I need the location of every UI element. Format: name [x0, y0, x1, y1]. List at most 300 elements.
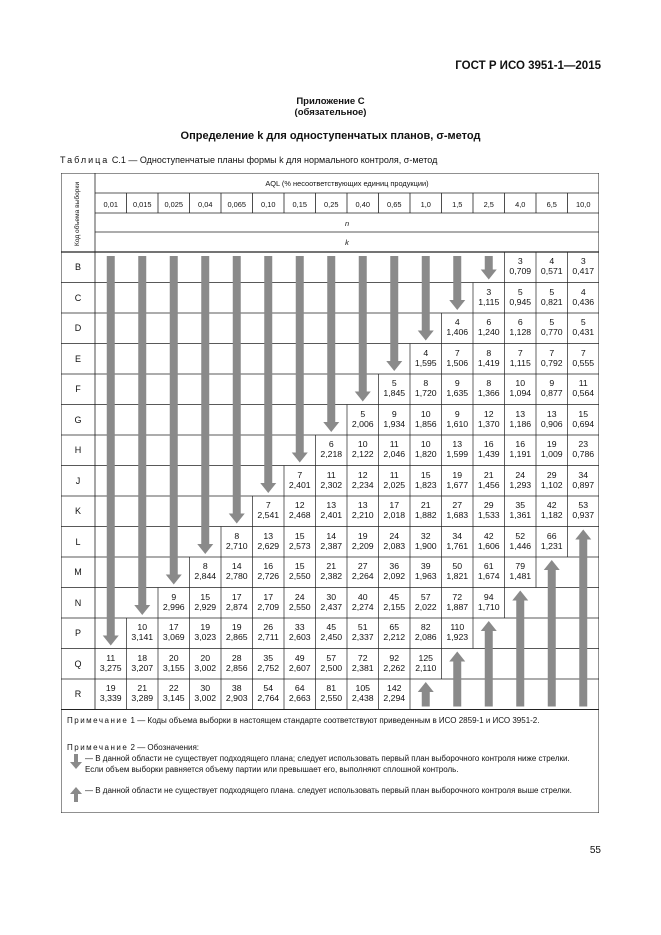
sample-size-n: 13 — [546, 408, 557, 419]
plan-cell — [568, 500, 600, 520]
plan-cell — [379, 500, 411, 520]
sample-size-n: 19 — [357, 530, 368, 541]
plan-cell — [316, 653, 348, 673]
plan-cell — [410, 348, 442, 368]
plan-cell — [505, 500, 537, 520]
sample-size-n: 57 — [326, 652, 337, 663]
acceptability-k: 0,694 — [572, 418, 595, 429]
acceptability-k: 2,006 — [351, 418, 374, 429]
plan-cell — [347, 592, 379, 612]
acceptability-k: 1,761 — [446, 540, 469, 551]
sample-size-n: 9 — [171, 591, 177, 602]
sample-size-n: 17 — [168, 622, 179, 632]
plan-cell — [568, 378, 600, 398]
sample-size-n: 11 — [389, 439, 399, 449]
acceptability-k: 2,018 — [383, 510, 406, 520]
aql-value: 0,04 — [198, 200, 213, 209]
sample-size-n: 6 — [486, 317, 492, 327]
acceptability-k: 3,289 — [131, 693, 154, 703]
n-label: n — [344, 219, 350, 228]
acceptability-k: 2,210 — [351, 510, 374, 520]
sample-size-n: 27 — [452, 500, 463, 510]
aql-value: 0,015 — [133, 200, 152, 209]
plan-cell — [473, 531, 505, 551]
plan-cell — [158, 622, 190, 642]
sample-size-n: 66 — [546, 530, 557, 541]
plan-cell — [316, 470, 348, 490]
row-code: N — [74, 597, 82, 608]
sample-size-n: 13 — [263, 530, 274, 541]
plan-cell — [379, 470, 411, 490]
plan-cell — [473, 317, 505, 337]
plan-cell — [410, 531, 442, 551]
sample-size-n: 6 — [328, 439, 334, 449]
acceptability-k: 2,711 — [257, 632, 279, 642]
plan-cell — [410, 561, 442, 581]
acceptability-k: 1,610 — [446, 418, 469, 429]
sample-size-n: 3 — [486, 286, 492, 297]
acceptability-k: 2,209 — [351, 540, 374, 551]
sample-size-n: 50 — [452, 561, 463, 571]
plan-cell — [536, 470, 568, 490]
sample-size-n: 10 — [515, 378, 526, 388]
plan-cell — [316, 439, 348, 459]
down-arrow-mark — [166, 256, 182, 585]
acceptability-k: 1,456 — [477, 479, 500, 490]
sample-size-n: 49 — [294, 652, 305, 663]
plan-cell — [505, 470, 537, 490]
plan-cell — [127, 653, 159, 673]
plan-cell — [221, 592, 253, 612]
plan-cell — [473, 500, 505, 520]
plan-cell — [221, 683, 253, 703]
plan-cell — [158, 592, 190, 612]
plan-cell — [316, 500, 348, 520]
sample-size-n: 7 — [454, 347, 460, 358]
sample-size-n: 35 — [263, 652, 274, 663]
acceptability-k: 2,382 — [320, 571, 343, 581]
acceptability-k: 1,599 — [446, 449, 469, 459]
plan-cell — [347, 500, 379, 520]
plan-cell — [316, 683, 348, 703]
sample-size-n: 16 — [263, 561, 274, 571]
note-1: Примечание 1 — Коды объема выборки в настоящем стандарте соответствуют приведенным в ИСО 2859-1 и ИСО 3951-2. — [67, 716, 540, 725]
sample-size-n: 10 — [420, 408, 431, 419]
aql-value: 0,40 — [355, 200, 370, 209]
row-code: H — [74, 445, 82, 455]
acceptability-k: 0,709 — [509, 266, 532, 276]
acceptability-k: 0,555 — [572, 357, 595, 368]
row-code: C — [74, 292, 82, 303]
acceptability-k: 2,856 — [225, 662, 248, 673]
row-code: M — [74, 567, 82, 577]
appendix-status: (обязательное) — [294, 107, 367, 118]
aql-value: 4,0 — [515, 200, 526, 209]
plan-cell — [568, 348, 600, 368]
sample-size-n: 21 — [420, 500, 431, 510]
plan-cell — [221, 653, 253, 673]
sample-size-n: 4 — [580, 286, 586, 297]
acceptability-k: 1,094 — [509, 388, 532, 398]
plan-cell — [347, 531, 379, 551]
acceptability-k: 2,046 — [383, 449, 406, 459]
acceptability-k: 0,877 — [540, 388, 563, 398]
plan-cell — [284, 531, 316, 551]
acceptability-k: 2,274 — [351, 601, 374, 612]
sample-size-n: 3 — [517, 256, 523, 266]
acceptability-k: 1,366 — [477, 388, 500, 398]
acceptability-k: 1,823 — [414, 479, 437, 490]
acceptability-k: 2,110 — [415, 662, 437, 673]
down-arrow-mark — [197, 256, 213, 554]
sample-size-n: 24 — [294, 591, 305, 602]
acceptability-k: 0,897 — [572, 479, 595, 490]
plan-cell — [568, 439, 600, 459]
aql-value: 1,5 — [452, 200, 463, 209]
acceptability-k: 3,145 — [162, 693, 185, 703]
sample-size-n: 64 — [294, 683, 305, 693]
plan-cell — [505, 409, 537, 429]
sample-size-n: 26 — [263, 622, 274, 632]
plan-cell — [316, 561, 348, 581]
plan-cell — [190, 683, 222, 703]
acceptability-k: 2,302 — [320, 479, 343, 490]
acceptability-k: 1,115 — [478, 296, 500, 307]
plan-cell — [221, 561, 253, 581]
acceptability-k: 2,122 — [351, 449, 374, 459]
sample-size-n: 13 — [515, 408, 526, 419]
sample-size-n: 82 — [420, 622, 431, 632]
acceptability-k: 0,906 — [540, 418, 563, 429]
sample-size-n: 3 — [580, 256, 586, 266]
plan-cell — [568, 317, 600, 337]
plan-cell — [473, 287, 505, 307]
sample-size-n: 20 — [200, 652, 211, 663]
up-arrow-mark — [418, 682, 434, 707]
acceptability-k: 0,571 — [540, 266, 563, 276]
plan-cell — [253, 531, 285, 551]
plan-cell — [473, 348, 505, 368]
sample-size-n: 4 — [423, 347, 429, 358]
acceptability-k: 1,240 — [477, 327, 500, 337]
acceptability-k: 1,845 — [383, 388, 406, 398]
sample-size-n: 16 — [515, 439, 526, 449]
sample-size-n: 4 — [454, 317, 460, 327]
sample-size-n: 19 — [231, 622, 242, 632]
sample-size-n: 7 — [580, 347, 586, 358]
plan-cell — [158, 653, 190, 673]
sample-size-n: 79 — [515, 561, 526, 571]
plan-cell — [284, 683, 316, 703]
arrow-up-icon — [69, 787, 83, 803]
plan-cell — [410, 500, 442, 520]
sample-size-n: 21 — [483, 469, 494, 480]
acceptability-k: 2,996 — [162, 601, 185, 612]
sample-size-n: 9 — [454, 408, 460, 419]
acceptability-k: 1,963 — [414, 571, 437, 581]
legend-up-text: — В данной области не существует подходящего плана. следует использовать первый план выборочного контроля выше стрелки. — [85, 786, 572, 795]
plan-cell — [316, 592, 348, 612]
plan-cell — [347, 683, 379, 703]
plan-cell — [536, 317, 568, 337]
sample-size-n: 10 — [137, 622, 148, 632]
sample-size-n: 32 — [420, 530, 431, 541]
acceptability-k: 2,468 — [288, 510, 311, 520]
acceptability-k: 1,710 — [477, 601, 500, 612]
acceptability-k: 1,361 — [509, 510, 532, 520]
sample-size-n: 81 — [326, 683, 337, 693]
row-code: D — [74, 323, 82, 333]
acceptability-k: 2,025 — [383, 479, 406, 490]
acceptability-k: 1,923 — [446, 632, 469, 642]
acceptability-k: 3,141 — [131, 632, 154, 642]
sample-size-n: 51 — [357, 622, 368, 632]
appendix-title: Приложение С — [296, 96, 365, 107]
sample-size-n: 19 — [200, 622, 211, 632]
plan-cell — [505, 317, 537, 337]
plan-cell — [505, 531, 537, 551]
down-arrow-mark — [134, 256, 150, 615]
acceptability-k: 2,764 — [257, 693, 280, 703]
acceptability-k: 2,903 — [225, 693, 248, 703]
sample-size-n: 19 — [105, 683, 116, 693]
acceptability-k: 1,446 — [509, 540, 532, 551]
caption-label: Таблица — [60, 155, 110, 165]
plan-cell — [536, 409, 568, 429]
acceptability-k: 2,844 — [194, 571, 217, 581]
plan-cell — [473, 378, 505, 398]
down-arrow-mark — [355, 256, 371, 402]
plan-cell — [379, 561, 411, 581]
acceptability-k: 1,293 — [509, 479, 532, 490]
plan-cell — [284, 561, 316, 581]
plan-cell — [410, 622, 442, 642]
plan-cell — [284, 653, 316, 673]
sample-size-n: 10 — [357, 439, 368, 449]
sample-size-n: 8 — [234, 530, 240, 541]
acceptability-k: 0,417 — [572, 266, 595, 276]
plan-cell — [127, 622, 159, 642]
sample-size-n: 12 — [294, 500, 305, 510]
plan-cell — [221, 622, 253, 642]
acceptability-k: 1,887 — [446, 601, 469, 612]
acceptability-k: 0,564 — [572, 388, 595, 398]
plan-cell — [379, 592, 411, 612]
sample-size-n: 5 — [391, 378, 397, 388]
plan-cell — [253, 683, 285, 703]
acceptability-k: 3,339 — [99, 693, 122, 703]
sample-size-n: 23 — [578, 439, 589, 449]
sample-size-n: 14 — [231, 561, 242, 571]
note-2: Примечание 2 — Обозначения: — [67, 743, 200, 752]
plan-cell — [473, 409, 505, 429]
acceptability-k: 3,002 — [194, 662, 217, 673]
acceptability-k: 1,186 — [509, 418, 532, 429]
down-arrow-mark — [229, 256, 245, 524]
down-arrow-mark — [103, 256, 119, 646]
acceptability-k: 2,381 — [351, 662, 374, 673]
acceptability-k: 2,294 — [383, 693, 406, 703]
acceptability-k: 2,752 — [257, 662, 280, 673]
sample-size-n: 17 — [231, 591, 242, 602]
aql-value: 0,15 — [292, 200, 307, 209]
plan-cell — [568, 256, 600, 276]
plan-cell — [253, 500, 285, 520]
sample-size-n: 39 — [420, 561, 431, 571]
acceptability-k: 2,438 — [351, 693, 374, 703]
sample-size-n: 24 — [389, 530, 400, 541]
acceptability-k: 3,023 — [194, 632, 217, 642]
sample-size-n: 18 — [137, 652, 148, 663]
plan-cell — [379, 653, 411, 673]
plan-cell — [284, 500, 316, 520]
plan-cell — [410, 653, 442, 673]
acceptability-k: 0,786 — [572, 449, 595, 459]
acceptability-k: 2,874 — [225, 601, 248, 612]
plan-cell — [442, 561, 474, 581]
plan-cell — [190, 653, 222, 673]
acceptability-k: 2,337 — [351, 632, 374, 642]
sample-size-n: 54 — [263, 683, 274, 693]
row-code: Q — [74, 658, 82, 669]
sample-size-n: 29 — [546, 469, 557, 480]
sample-size-n: 42 — [546, 500, 557, 510]
plan-cell — [505, 287, 537, 307]
sample-size-n: 14 — [326, 530, 337, 541]
acceptability-k: 1,606 — [477, 540, 500, 551]
acceptability-k: 1,009 — [540, 449, 563, 459]
sample-size-n: 5 — [549, 286, 555, 297]
plan-cell — [379, 622, 411, 642]
acceptability-k: 2,550 — [288, 571, 311, 581]
acceptability-k: 1,821 — [446, 571, 469, 581]
plan-cell — [536, 256, 568, 276]
row-code: J — [75, 475, 81, 486]
sample-size-n: 13 — [452, 439, 463, 449]
sample-size-n: 9 — [549, 378, 555, 388]
acceptability-k: 0,945 — [509, 296, 532, 307]
acceptability-k: 2,865 — [225, 632, 248, 642]
acceptability-k: 2,710 — [225, 540, 248, 551]
plan-cell — [442, 317, 474, 337]
sample-size-n: 8 — [486, 378, 492, 388]
sample-size-n: 8 — [423, 378, 429, 388]
acceptability-k: 1,674 — [477, 571, 500, 581]
acceptability-k: 1,856 — [414, 418, 437, 429]
plan-cell — [442, 409, 474, 429]
sample-size-n: 5 — [580, 317, 586, 327]
down-arrow-mark — [386, 256, 402, 371]
sample-size-n: 11 — [578, 378, 588, 388]
plan-cell — [442, 500, 474, 520]
plan-cell — [347, 409, 379, 429]
plan-cell — [442, 470, 474, 490]
acceptability-k: 1,370 — [477, 418, 500, 429]
acceptability-k: 0,431 — [572, 327, 595, 337]
plan-cell — [190, 622, 222, 642]
acceptability-k: 2,726 — [257, 571, 280, 581]
acceptability-k: 2,234 — [351, 479, 374, 490]
plan-cell — [316, 622, 348, 642]
sample-size-n: 20 — [168, 652, 179, 663]
row-code: F — [75, 384, 81, 394]
plan-cell — [568, 287, 600, 307]
acceptability-k: 0,937 — [572, 510, 595, 520]
plan-cell — [379, 378, 411, 398]
plan-cell — [536, 439, 568, 459]
sample-size-n: 7 — [297, 469, 303, 480]
plan-cell — [379, 439, 411, 459]
plan-cell — [158, 683, 190, 703]
sample-size-n: 45 — [389, 591, 400, 602]
sample-size-n: 17 — [389, 500, 400, 510]
acceptability-k: 1,900 — [414, 540, 437, 551]
plan-cell — [410, 439, 442, 459]
section-title: Определение k для одноступенчатых планов, σ-метод — [180, 130, 481, 142]
acceptability-k: 1,882 — [414, 510, 437, 520]
sample-size-n: 5 — [549, 317, 555, 327]
plan-cell — [379, 683, 411, 703]
acceptability-k: 2,629 — [257, 540, 280, 551]
plan-cell — [505, 561, 537, 581]
plan-cell — [284, 470, 316, 490]
plan-cell — [410, 378, 442, 398]
acceptability-k: 1,231 — [540, 540, 563, 551]
plan-cell — [505, 256, 537, 276]
sample-size-n: 57 — [420, 591, 431, 602]
acceptability-k: 0,792 — [540, 357, 563, 368]
sample-size-n: 38 — [231, 683, 242, 693]
sample-size-n: 29 — [483, 500, 494, 510]
acceptability-k: 1,720 — [414, 388, 437, 398]
acceptability-k: 0,436 — [572, 296, 595, 307]
down-arrow-mark — [260, 256, 276, 493]
sample-size-n: 7 — [265, 500, 271, 510]
row-code: B — [74, 262, 81, 272]
row-code: K — [74, 506, 81, 516]
plan-cell — [536, 500, 568, 520]
plan-cell — [347, 470, 379, 490]
caption-text: С.1 — Одноступенчатые планы формы k для нормального контроля, σ-метод — [111, 155, 438, 165]
acceptability-k: 1,439 — [477, 449, 500, 459]
sample-size-n: 105 — [355, 683, 370, 693]
sample-size-n: 35 — [515, 500, 526, 510]
sample-size-n: 94 — [483, 591, 494, 602]
plan-cell — [347, 561, 379, 581]
corner-label: Код объема выборки — [74, 181, 82, 247]
sample-size-n: 34 — [452, 530, 463, 541]
plan-cell — [347, 653, 379, 673]
acceptability-k: 2,083 — [383, 540, 406, 551]
acceptability-k: 2,603 — [288, 632, 311, 642]
sample-size-n: 21 — [326, 561, 337, 571]
acceptability-k: 2,450 — [320, 632, 343, 642]
row-code: E — [74, 353, 81, 364]
aql-value: 0,025 — [164, 200, 183, 209]
acceptability-k: 1,635 — [446, 388, 469, 398]
plan-cell — [505, 439, 537, 459]
sample-size-n: 61 — [483, 561, 494, 571]
acceptability-k: 1,102 — [540, 479, 563, 490]
acceptability-k: 2,212 — [383, 632, 406, 642]
plan-cell — [379, 531, 411, 551]
acceptability-k: 2,573 — [288, 540, 311, 551]
acceptability-k: 2,092 — [383, 571, 406, 581]
aql-header: AQL (% несоответствующих единиц продукции) — [265, 179, 429, 188]
row-code: R — [74, 689, 82, 699]
plan-cell — [190, 561, 222, 581]
up-arrow-mark — [544, 560, 560, 707]
